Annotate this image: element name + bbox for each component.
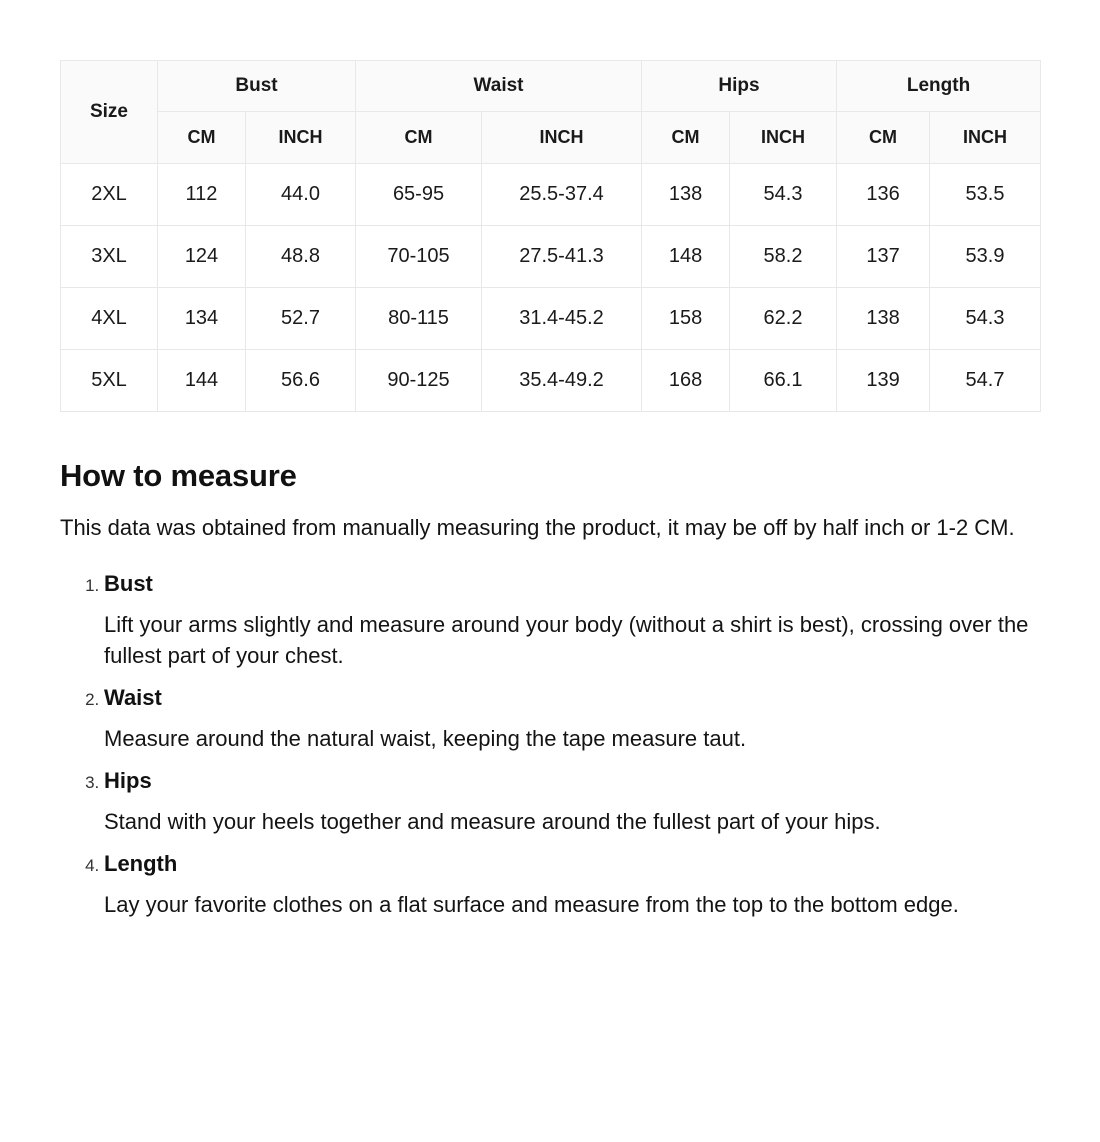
- cell-waist-cm: 70-105: [356, 226, 482, 288]
- cell-length-inch: 53.5: [930, 164, 1041, 226]
- step-title: 2. Waist: [104, 685, 162, 711]
- column-header-waist-inch: INCH: [482, 112, 642, 164]
- column-header-waist-cm: CM: [356, 112, 482, 164]
- list-item: [104, 683, 1040, 754]
- list-item: [104, 766, 1040, 837]
- cell-bust-inch: 56.6: [246, 350, 356, 412]
- cell-waist-inch: 31.4-45.2: [482, 288, 642, 350]
- step-body: Measure around the natural waist, keeping the tape measure taut.: [104, 726, 747, 752]
- cell-hips-inch: 58.2: [730, 226, 837, 288]
- cell-bust-inch: 52.7: [246, 288, 356, 350]
- cell-bust-cm: 124: [158, 226, 246, 288]
- cell-hips-cm: 168: [642, 350, 730, 412]
- cell-waist-inch: 25.5-37.4: [482, 164, 642, 226]
- cell-waist-cm: 80-115: [356, 288, 482, 350]
- column-header-bust-cm: CM: [158, 112, 246, 164]
- cell-waist-inch: 27.5-41.3: [482, 226, 642, 288]
- cell-hips-inch: 66.1: [730, 350, 837, 412]
- table-row: [61, 288, 1041, 350]
- column-header-hips-cm: CM: [642, 112, 730, 164]
- cell-hips-cm: 138: [642, 164, 730, 226]
- measure-steps-list: [60, 569, 1040, 920]
- column-header-bust-inch: INCH: [246, 112, 356, 164]
- step-body: Stand with your heels together and measure around the fullest part of your hips.: [104, 809, 881, 834]
- column-group-bust: Bust: [158, 61, 356, 112]
- cell-length-cm: 136: [837, 164, 930, 226]
- cell-waist-cm: 65-95: [356, 164, 482, 226]
- cell-hips-cm: 148: [642, 226, 730, 288]
- cell-hips-cm: 158: [642, 288, 730, 350]
- step-title: 3. Hips: [104, 768, 152, 794]
- list-item: [104, 569, 1040, 671]
- column-group-hips: Hips: [642, 61, 837, 112]
- cell-size: 3XL: [61, 226, 158, 288]
- cell-waist-cm: 90-125: [356, 350, 482, 412]
- cell-size: 2XL: [61, 164, 158, 226]
- how-to-measure-intro: This data was obtained from manually measuring the product, it may be off by half inch or 1-2 CM.: [60, 515, 1015, 540]
- cell-length-cm: 139: [837, 350, 930, 412]
- size-chart-table: [60, 60, 1041, 412]
- table-body: [61, 164, 1041, 412]
- cell-length-inch: 54.7: [930, 350, 1041, 412]
- cell-length-cm: 138: [837, 288, 930, 350]
- step-body: Lay your favorite clothes on a flat surface and measure from the top to the bottom edge.: [104, 891, 959, 917]
- cell-bust-inch: 44.0: [246, 164, 356, 226]
- how-to-measure-title: How to measure: [60, 458, 297, 493]
- cell-length-inch: 54.3: [930, 288, 1041, 350]
- cell-size: 4XL: [61, 288, 158, 350]
- cell-length-inch: 53.9: [930, 226, 1041, 288]
- cell-bust-cm: 112: [158, 164, 246, 226]
- step-title: 1. Bust: [104, 571, 153, 597]
- cell-bust-cm: 134: [158, 288, 246, 350]
- column-header-hips-inch: INCH: [730, 112, 837, 164]
- column-header-length-inch: INCH: [930, 112, 1041, 164]
- column-group-length: Length: [837, 61, 1041, 112]
- column-header-size: Size: [61, 61, 158, 164]
- column-header-length-cm: CM: [837, 112, 930, 164]
- cell-hips-inch: 62.2: [730, 288, 837, 350]
- cell-bust-inch: 48.8: [246, 226, 356, 288]
- step-title: 4. Length: [104, 851, 178, 877]
- cell-size: 5XL: [61, 350, 158, 412]
- cell-hips-inch: 54.3: [730, 164, 837, 226]
- list-item: [104, 849, 1040, 920]
- table-row: [61, 350, 1041, 412]
- step-body: Lift your arms slightly and measure around your body (without a shirt is best), crossing over the fullest part of your chest.: [104, 611, 1029, 669]
- table-row: [61, 226, 1041, 288]
- table-row: [61, 164, 1041, 226]
- table-header: [61, 61, 1041, 164]
- column-group-waist: Waist: [356, 61, 642, 112]
- cell-length-cm: 137: [837, 226, 930, 288]
- cell-waist-inch: 35.4-49.2: [482, 350, 642, 412]
- cell-bust-cm: 144: [158, 350, 246, 412]
